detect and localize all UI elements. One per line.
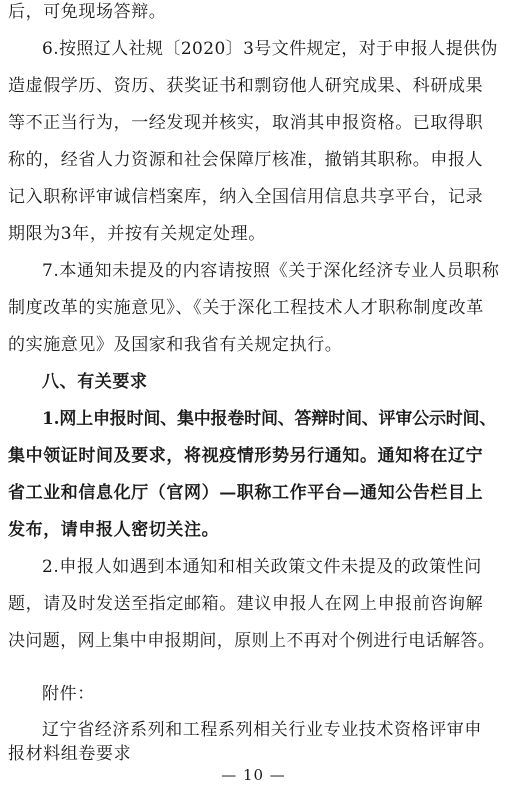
item-6-line-1: 6.按照辽人社规〔2020〕3号文件规定，对于申报人提供伪: [42, 39, 498, 59]
section-heading: 八、有关要求: [42, 372, 148, 392]
item-7-line-3: 的实施意见》及国家和我省有关规定执行。: [8, 335, 343, 355]
item-7-line-2: 制度改革的实施意见》、《关于深化工程技术人才职称制度改革: [8, 298, 484, 318]
item-6-line-3: 等不正当行为，一经发现并核实，取消其申报资格。已取得职: [8, 113, 484, 133]
req-2-line-1: 2.申报人如遇到本通知和相关政策文件未提及的政策性问: [42, 557, 482, 577]
item-6-line-5: 记入职称评审诚信档案库，纳入全国信用信息共享平台，记录: [8, 187, 484, 207]
item-6-line-4: 称的，经省人力资源和社会保障厅核准，撤销其职称。申报人: [8, 150, 484, 170]
req-2-line-3: 决问题，网上集中申报期间，原则上不再对个例进行电话解答。: [8, 631, 496, 651]
attachment-label: 附件：: [42, 684, 95, 704]
item-7-line-1: 7.本通知未提及的内容请按照《关于深化经济专业人员职称: [42, 261, 500, 281]
req-1-line-4: 发布，请申报人密切关注。: [8, 520, 220, 540]
attachment-title-line-2: 报材料组卷要求: [8, 744, 132, 764]
attachment-title-line-1: 辽宁省经济系列和工程系列相关行业专业技术资格评审申: [42, 720, 482, 740]
req-2-line-2: 题，请及时发送至指定邮箱。建议申报人在网上申报前咨询解: [8, 594, 484, 614]
req-1-line-3: 省工业和信息化厅（官网）—职称工作平台—通知公告栏目上: [8, 483, 484, 503]
req-1-line-1: 1.网上申报时间、集中报卷时间、答辩时间、评审公示时间、: [42, 409, 497, 429]
item-6-line-6: 期限为3年，并按有关规定处理。: [8, 224, 266, 244]
item-6-line-2: 造虚假学历、资历、获奖证书和剽窃他人研究成果、科研成果: [8, 76, 484, 96]
req-1-line-2: 集中领证时间及要求，将视疫情形势另行通知。通知将在辽宁: [8, 446, 484, 466]
page-number: — 10 —: [221, 766, 286, 784]
continuation-line: 后，可免现场答辩。: [8, 2, 167, 22]
